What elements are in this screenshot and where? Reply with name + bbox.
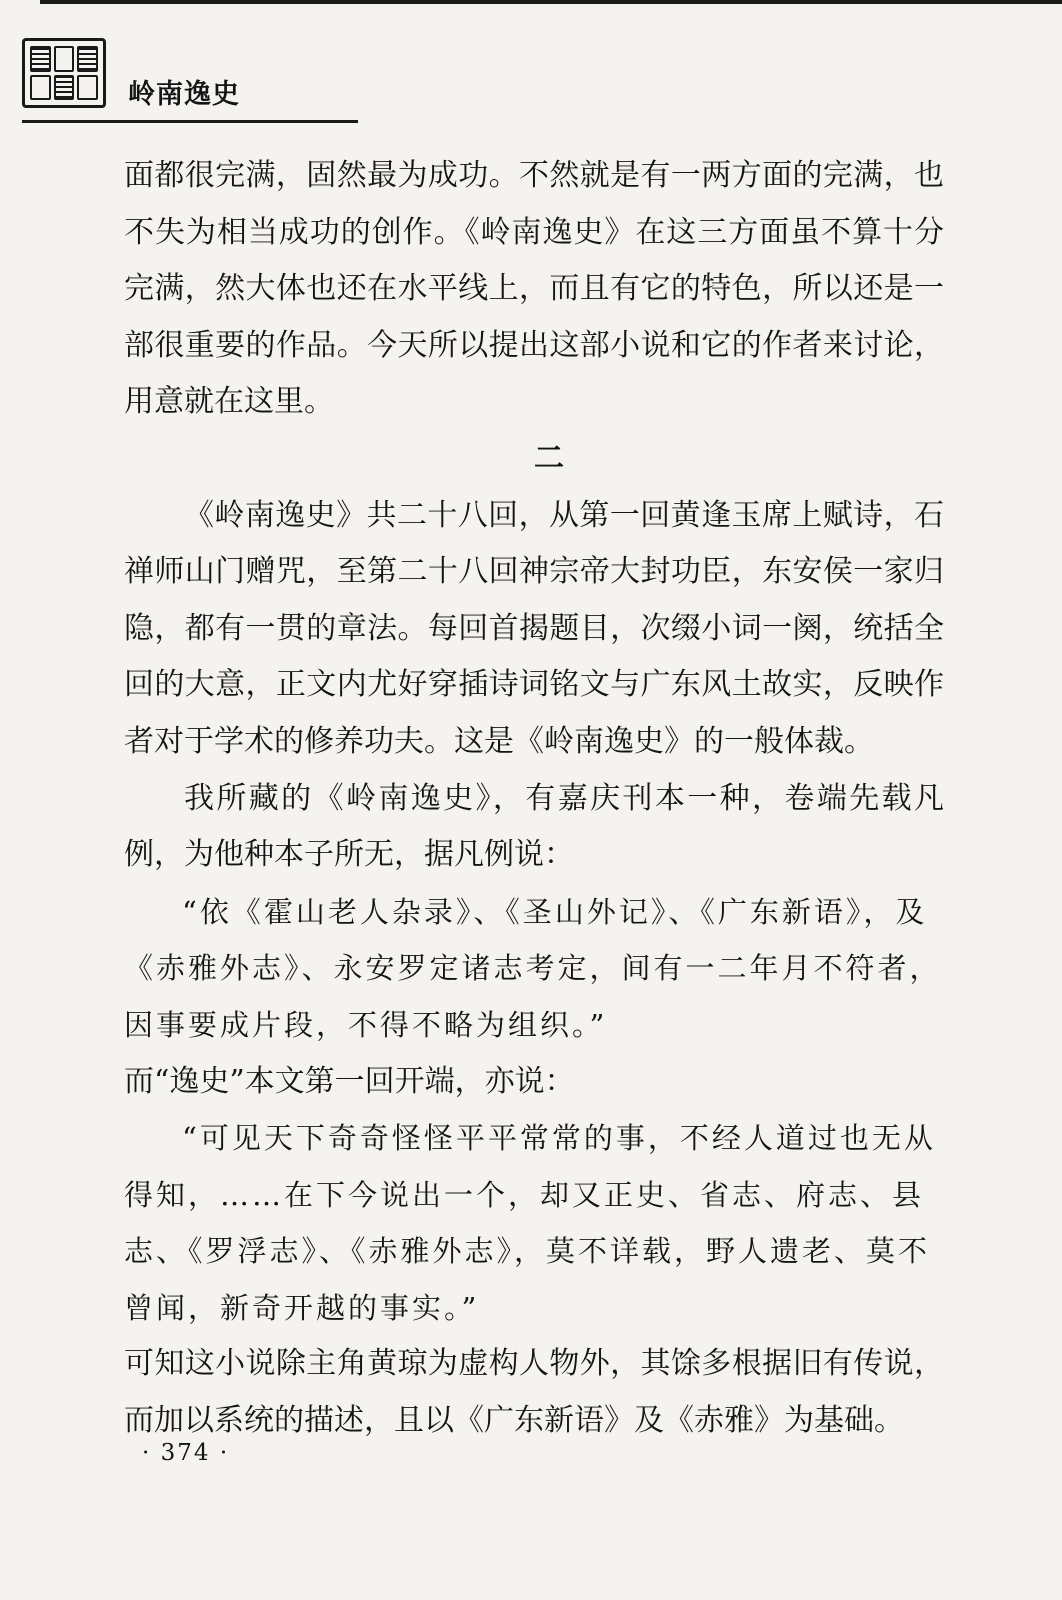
header-rule	[22, 120, 358, 123]
paragraph: 我所藏的《岭南逸史》，有嘉庆刊本一种，卷端先载凡例，为他种本子所无，据凡例说：	[124, 780, 944, 873]
paragraph: 可知这小说除主角黄琼为虚构人物外，其馀多根据旧有传说，而加以系统的描述，且以《广东新语》及《赤雅》为基础。	[124, 1346, 944, 1439]
paragraph: 而“逸史”本文第一回开端，亦说：	[124, 1063, 575, 1099]
section-number: 二	[534, 440, 564, 476]
paragraph: 《岭南逸史》共二十八回，从第一回黄逢玉席上赋诗，石禅师山门赠咒，至第二十八回神宗帝大封功臣，东安侯一家归隐，都有一贯的章法。每回首揭题目，次缀小词一阕，统括全回的大意，正文内尤好穿插诗词铭文与广东风土故实，反映作者对于学术的修养功夫。这是《岭南逸史》的一般体裁。	[124, 497, 944, 759]
page-number: · 374 ·	[142, 1440, 230, 1466]
paragraph-continued: 面都很完满，固然最为成功。不然就是有一两方面的完满，也不失为相当成功的创作。《岭南逸史》在这三方面虽不算十分完满，然大体也还在水平线上，而且有它的特色，所以还是一部很重要的作品。今天所以提出这部小说和它的作者来讨论，用意就在这里。	[124, 158, 944, 420]
block-quote: “可见天下奇奇怪怪平平常常的事，不经人道过也无从得知，……在下今说出一个，却又正史、省志、府志、县志、《罗浮志》、《赤雅外志》，莫不详载，野人遗老、莫不曾闻，新奇开越的事实。”	[124, 1121, 936, 1325]
running-title: 岭南逸史	[128, 79, 240, 110]
top-rule	[40, 0, 1062, 4]
block-quote: “依《霍山老人杂录》、《圣山外记》、《广东新语》，及《赤雅外志》、永安罗定诸志考定，间有一二年月不符者，因事要成片段，不得不略为组织。”	[124, 894, 942, 1042]
page-header	[22, 38, 362, 128]
seal-logo-icon	[22, 38, 106, 108]
body-text	[124, 148, 944, 1450]
